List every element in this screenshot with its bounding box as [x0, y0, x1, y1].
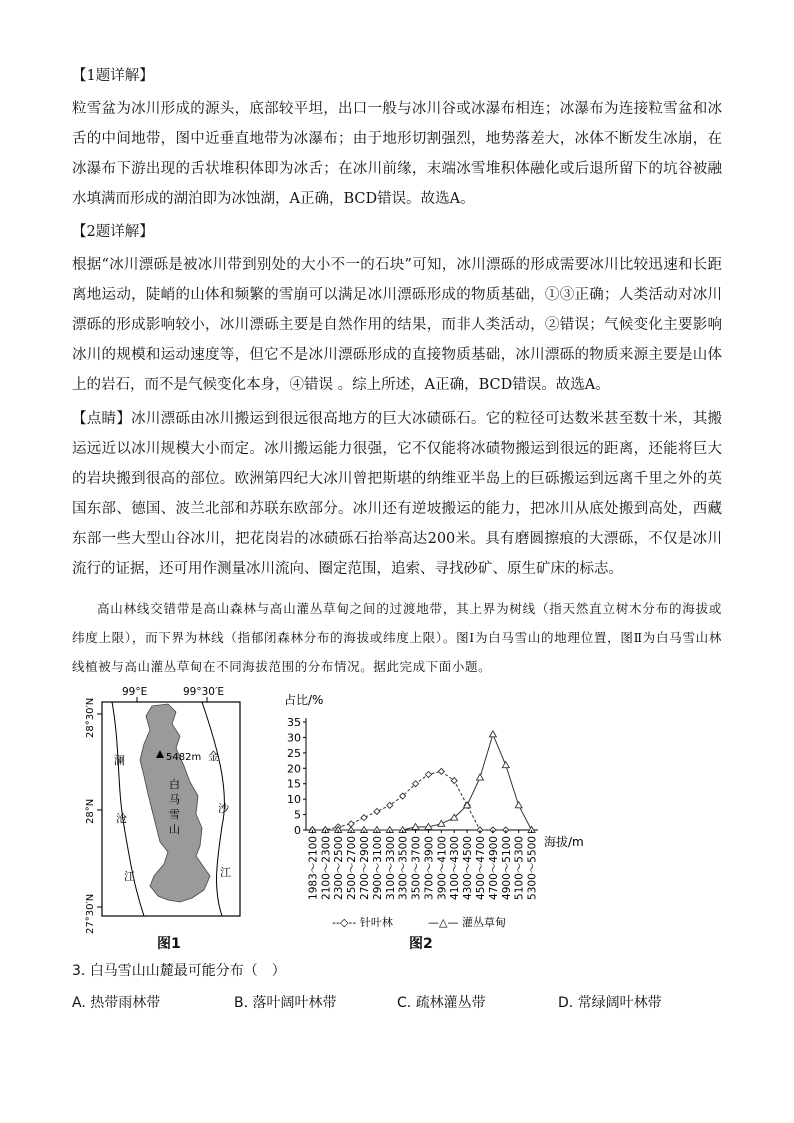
chart-point-shrub — [489, 731, 496, 737]
figure-2-chart — [276, 690, 606, 938]
chart-xtick-label: 4900～5100 — [500, 836, 513, 900]
option-a-label: A. — [72, 995, 86, 1011]
left-river-char-3: 江 — [124, 870, 135, 883]
right-river-char-3: 江 — [220, 866, 231, 879]
mountain-char-4: 山 — [169, 823, 180, 836]
chart-point-shrub — [477, 774, 484, 780]
chart-ytick-label: 35 — [287, 716, 301, 729]
option-b[interactable] — [234, 992, 337, 1012]
figure-1-caption: 图1 — [157, 936, 181, 952]
note-body: 冰川漂砾由冰川搬运到很远很高地方的巨大冰碛砾石。它的粒径可达数米甚至数十米，其搬运远近以冰川规模大小而定。冰川搬运能力很强，它不仅能将冰碛物搬运到很远的距离，还能将巨大的岩块搬到很高的部位。欧洲第四纪大冰川曾把斯堪的纳维亚半岛上的巨砾搬运到远离千里之外的英国东部、德国、波兰北部和苏联东欧部分。冰川还有逆坡搬运的能力，把冰川从底处搬到高处，西藏东部一些大型山谷冰川，把花岗岩的冰碛砾石抬举高达200米。具有磨圆擦痕的大漂砾，不仅是冰川流行的证据，还可用作测量冰川流向、圈定范围，追索、寻找砂矿、原生矿床的标志。 — [72, 411, 723, 577]
left-river-char-1: 澜 — [114, 754, 125, 767]
q1-body: 粒雪盆为冰川形成的源头，底部较平坦，出口一般与冰川谷或冰瀑布相连；冰瀑布为连接粒雪盆和冰舌的中间地带，图中近垂直地带为冰瀑布；由于地形切割强烈，地势落差大，冰体不断发生冰崩，在冰瀑布下游出现的舌状堆积体即为冰舌；在冰川前缘，末端冰雪堆积体融化或后退所留下的坑谷被融水填满而形成的湖泊即为冰蚀湖，A正确，BCD错误。故选A。 — [72, 101, 722, 207]
chart-xtick-label: 4700～4900 — [487, 836, 500, 900]
note-label: 【点睛】 — [72, 411, 132, 427]
chart-xtick-label: 4100～4300 — [449, 836, 462, 900]
chart-xtick-label: 5300～5500 — [526, 836, 539, 900]
question-text: 白马雪山山麓最可能分布（ ） — [89, 963, 286, 979]
chart-point-conifer — [425, 771, 431, 777]
question-number: 3. — [72, 963, 86, 979]
chart-ytick-label: 5 — [294, 808, 301, 822]
chart-legend-conifer: --◇-- 针叶林 — [332, 916, 393, 929]
option-c-label: C. — [397, 995, 412, 1011]
chart-point-shrub — [438, 820, 445, 826]
chart-ytick-label: 30 — [287, 731, 301, 745]
right-river-char-2: 沙 — [218, 802, 229, 815]
lancang-river — [112, 702, 144, 916]
peak-elevation: 5482m — [166, 752, 202, 763]
chart-xtick-label: 3900～4100 — [436, 836, 449, 900]
chart-xtick-label: 3700～3900 — [423, 836, 436, 900]
q2-body: 根据“冰川漂砾是被冰川带到别处的大小不一的石块”可知，冰川漂砾的形成需要冰川比较迅速和长距离地运动，陡峭的山体和频繁的雪崩可以满足冰川漂砾形成的物质基础，①③正确；人类活动对冰川漂砾的形成影响较小，冰川漂砾主要是自然作用的结果，而非人类活动，②错误；气候变化主要影响冰川的规模和运动速度等，但它不是冰川漂砾形成的直接物质基础，冰川漂砾的物质来源主要是山体上的岩石，而不是气候变化本身，④错误 。综上所述，A正确，BCD错误。故选A。 — [72, 257, 722, 393]
chart-xtick-label: 3100～3300 — [384, 836, 397, 900]
intro-text: 高山林线交错带是高山森林与高山灌丛草甸之间的过渡地带，其上界为树线（指天然直立树木分布的海拔或纬度上限），而下界为林线（指郁闭森林分布的海拔或纬度上限）。图Ⅰ为白马雪山的地理位置，图Ⅱ为白马雪山林线植被与高山灌丛草甸在不同海拔范围的分布情况。据此完成下面小题。 — [72, 601, 722, 674]
chart-point-conifer — [413, 781, 419, 787]
lat-label-2: 28°N — [85, 798, 96, 824]
chart-xtick-label: 5100～5300 — [513, 836, 526, 900]
chart-point-conifer — [438, 768, 444, 774]
chart-legend-shrub: —△— 灌丛草甸 — [428, 916, 506, 929]
chart-xtick-label: 3300～3500 — [397, 836, 410, 900]
option-a-text: 热带雨林带 — [90, 995, 161, 1011]
mountain-char-3: 雪 — [169, 808, 180, 821]
chart-series-line-shrub — [312, 734, 531, 830]
chart-xtick-label: 2900～3100 — [371, 836, 384, 900]
left-river-char-2: 沧 — [116, 812, 127, 825]
q2-header: 【2题详解】 — [72, 224, 154, 240]
option-d[interactable] — [558, 992, 662, 1012]
option-b-text: 落叶阔叶林带 — [252, 995, 337, 1011]
chart-point-shrub — [502, 762, 509, 768]
lon-label-1: 99°E — [122, 686, 148, 698]
option-a[interactable] — [72, 992, 160, 1012]
chart-point-shrub — [515, 802, 522, 808]
figure-2-caption: 图2 — [409, 936, 433, 952]
chart-ytick-label: 20 — [287, 762, 301, 776]
note-block — [72, 404, 722, 584]
chart-ytick-label: 10 — [287, 793, 301, 807]
chart-xtick-label: 4300～4500 — [462, 836, 475, 900]
chart-point-conifer — [451, 778, 457, 784]
option-c[interactable] — [397, 992, 486, 1012]
chart-xtick-label: 2100～2300 — [320, 836, 333, 900]
right-river-char-1: 金 — [208, 750, 219, 763]
chart-xtick-label: 1983～2100 — [307, 836, 320, 900]
chart-ytick-label: 15 — [287, 777, 301, 791]
option-b-label: B. — [234, 995, 249, 1011]
option-d-text: 常绿阔叶林带 — [577, 995, 662, 1011]
chart-point-conifer — [374, 808, 380, 814]
chart-xtick-label: 2700～2900 — [359, 836, 371, 900]
figure-1-map — [72, 686, 272, 938]
chart-xtick-label: 2300～2500 — [333, 836, 346, 900]
lat-label-1: 28°30′N — [85, 697, 96, 738]
option-d-label: D. — [558, 995, 574, 1011]
chart-xtick-label: 2500～2700 — [346, 836, 359, 900]
chart-xtick-label: 3500～3700 — [410, 836, 423, 900]
chart-xlabel: 海拔/m — [544, 835, 584, 849]
chart-point-conifer — [361, 815, 367, 821]
chart-ylabel: 占比/% — [284, 693, 324, 707]
mountain-char-1: 白 — [169, 778, 180, 791]
mountain-char-2: 马 — [169, 793, 180, 806]
option-c-text: 疏林灌丛带 — [415, 995, 486, 1011]
chart-ytick-label: 0 — [294, 824, 301, 837]
lat-label-3: 27°30′N — [85, 893, 96, 934]
chart-xtick-label: 4500～4700 — [475, 836, 487, 900]
question-3 — [72, 960, 286, 980]
chart-ytick-label: 25 — [287, 746, 301, 760]
lon-label-2: 99°30′E — [183, 686, 224, 698]
q1-header: 【1题详解】 — [72, 68, 154, 84]
